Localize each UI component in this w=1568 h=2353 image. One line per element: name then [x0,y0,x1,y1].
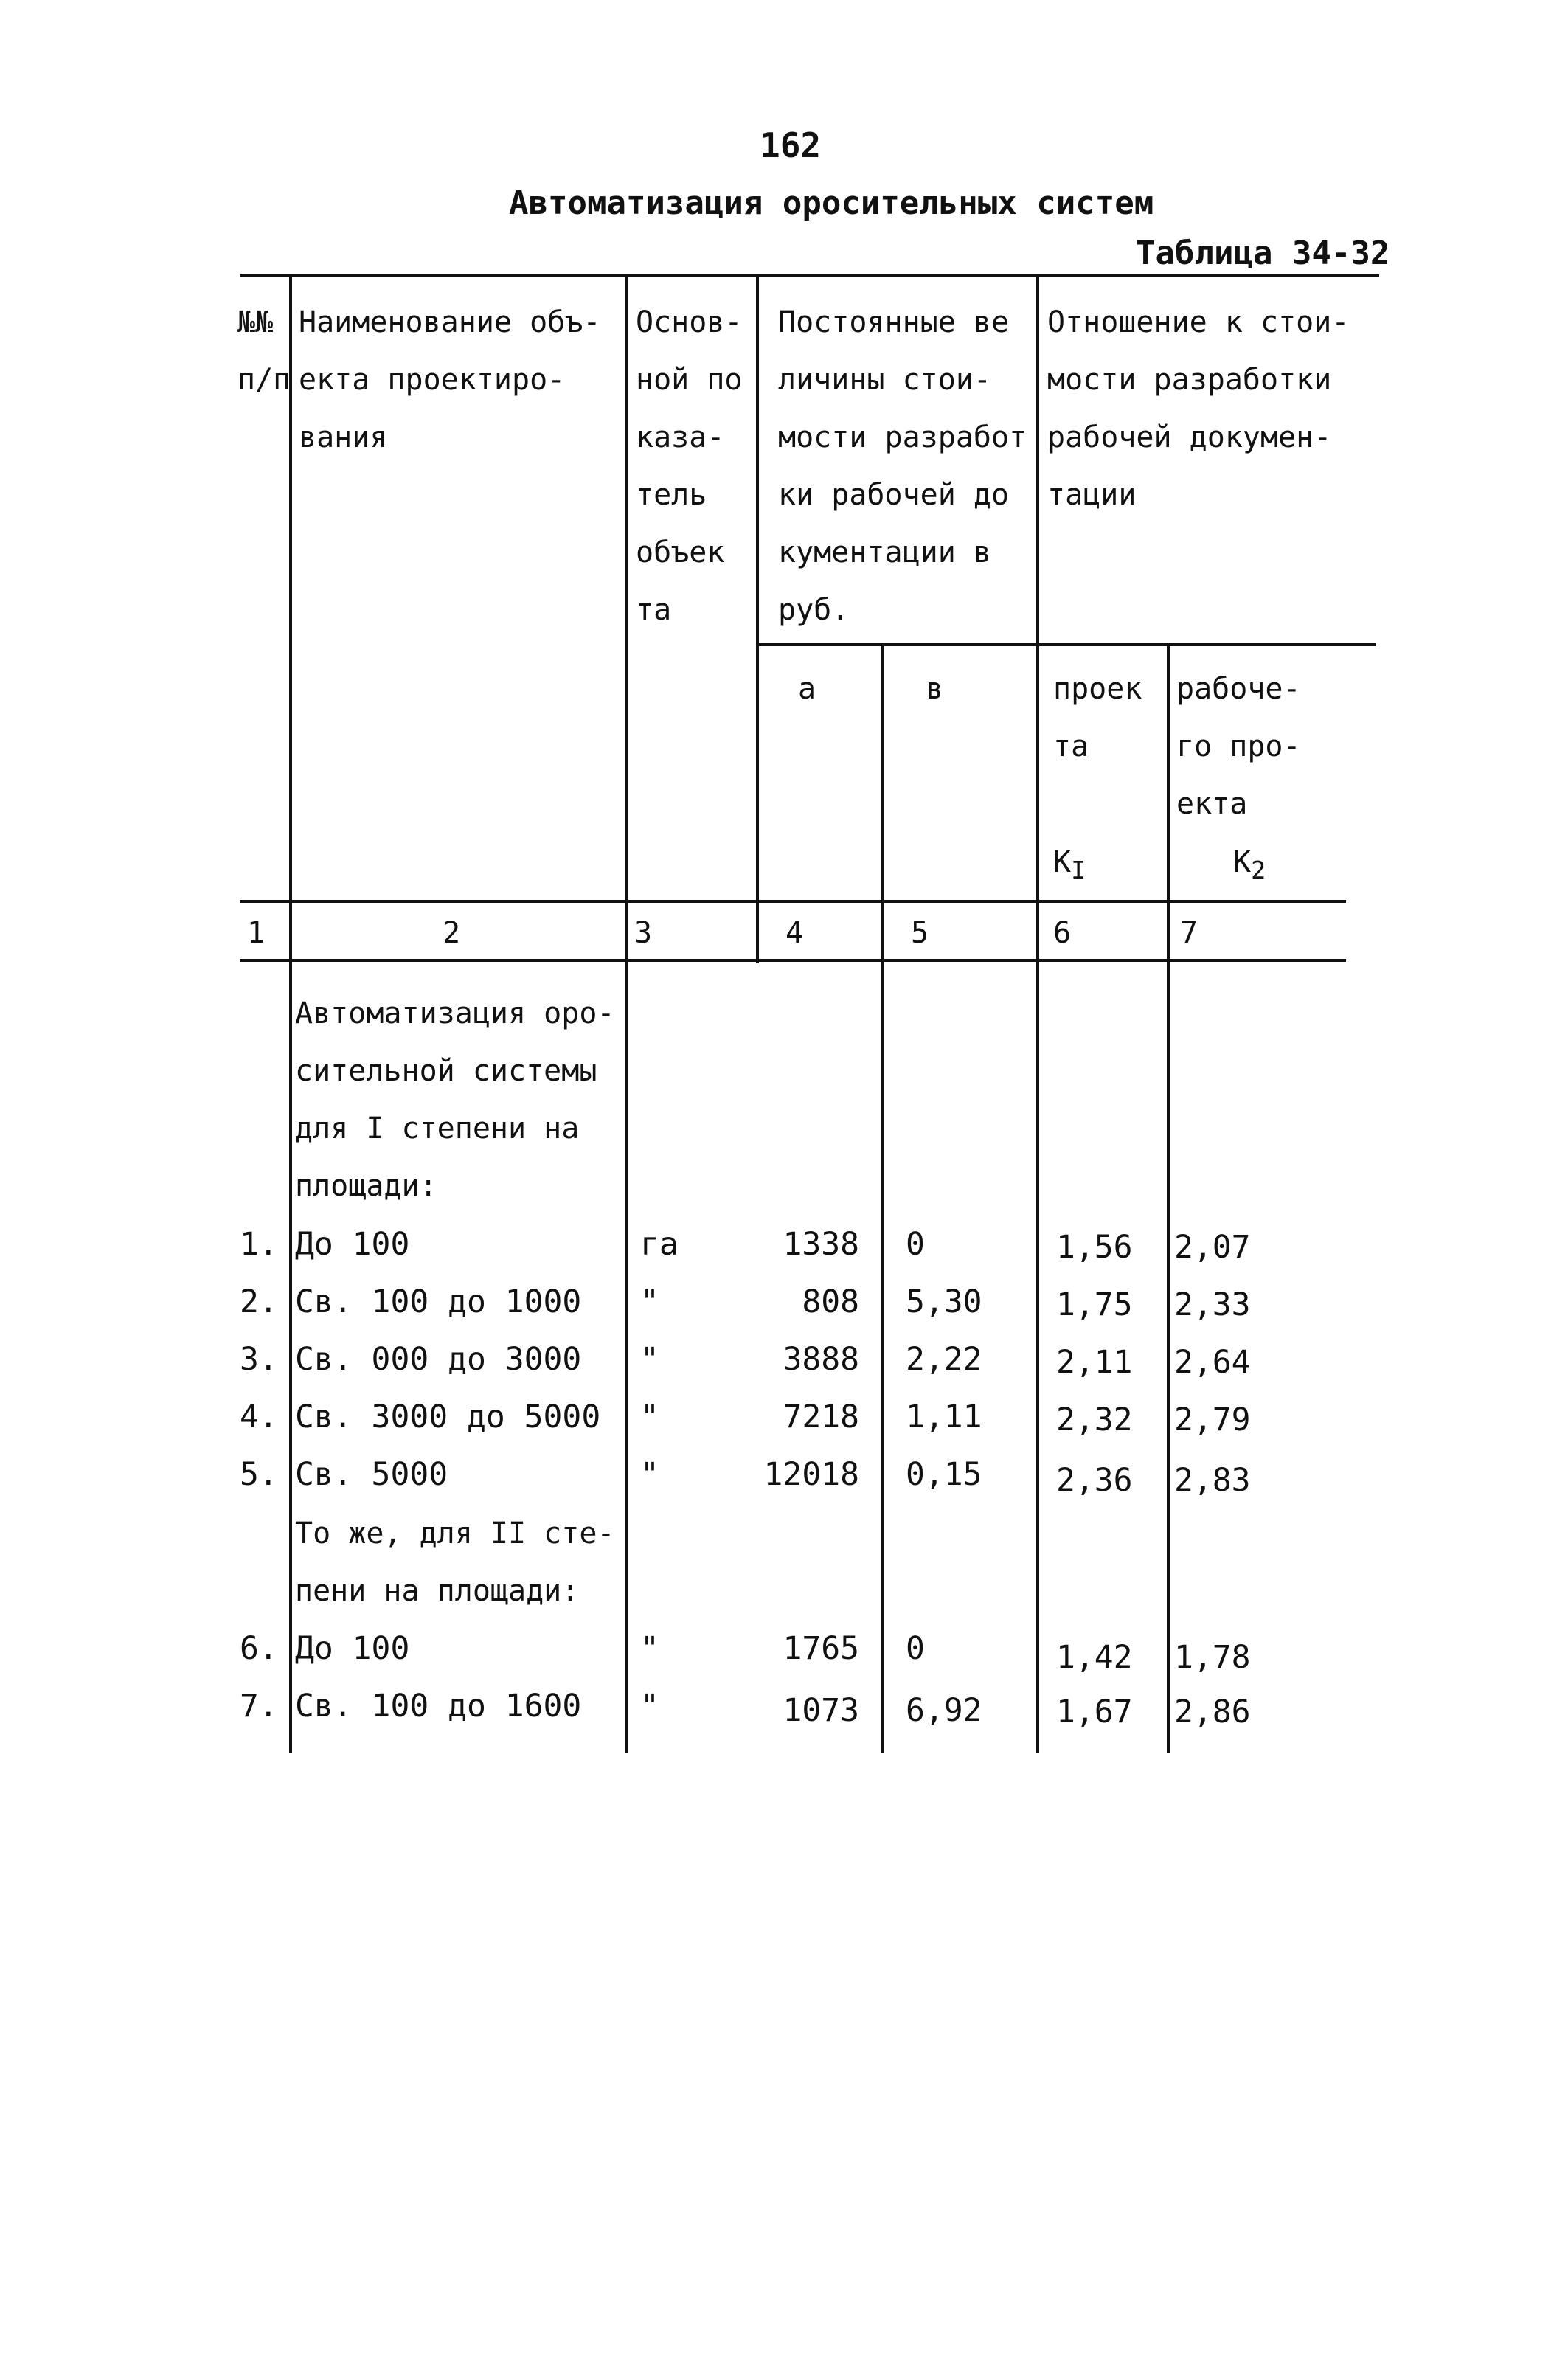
header-col6-k: $К_I$ [1053,845,1086,884]
header-col3: Основ- ной по каза- тель объек та [636,305,743,627]
page-number: 162 [760,125,822,165]
header-col5: в [926,672,944,706]
unit: " [640,1630,659,1667]
value-k2: 2,79 [1174,1401,1251,1438]
value-k2: 2,86 [1174,1694,1251,1730]
object-name: Св. 100 до 1000 [295,1283,582,1320]
value-b: 5,30 [906,1283,982,1320]
value-b: 6,92 [906,1692,982,1729]
value-a: 3888 [783,1341,859,1378]
value-b: 0 [906,1630,925,1667]
value-b: 0 [906,1226,925,1263]
object-name: Св. 000 до 3000 [295,1341,582,1378]
value-a: 7218 [783,1399,859,1435]
header-col2: Наименование объ- екта проектиро- вания [299,305,601,454]
column-number: 5 [911,916,929,950]
header-col7-k: $К_2$ [1233,845,1266,884]
value-a: 12018 [763,1456,859,1493]
row-number: 6. [240,1630,278,1667]
value-k1: 2,11 [1056,1344,1133,1381]
column-number: 2 [443,916,461,950]
value-k2: 2,33 [1174,1286,1251,1323]
row-number: 3. [240,1341,278,1378]
value-b: 2,22 [906,1341,982,1378]
header-col6: проек та [1053,672,1142,763]
object-name: До 100 [295,1630,410,1667]
value-k2: 2,64 [1174,1344,1251,1381]
row-number: 2. [240,1283,278,1320]
header-col1: №№ п/п [237,305,291,397]
value-k1: 1,56 [1056,1229,1133,1266]
unit: " [640,1399,659,1435]
value-a: 1765 [783,1630,859,1667]
row-number: 4. [240,1399,278,1435]
row-number: 7. [240,1688,278,1725]
object-name: Св. 100 до 1600 [295,1688,582,1725]
row-number: 5. [240,1456,278,1493]
value-k2: 1,78 [1174,1639,1251,1676]
column-number: 1 [247,916,266,950]
header-constant-values: Постоянные ве личины стои- мости разработ ки рабочей до кументации в руб. [778,305,1027,627]
column-number: 4 [785,916,804,950]
object-name: До 100 [295,1226,410,1263]
value-b: 0,15 [906,1456,982,1493]
section-heading: То же, для II сте- пени на площади: [295,1517,615,1608]
value-k1: 1,75 [1056,1286,1133,1323]
column-number: 6 [1053,916,1072,950]
value-k1: 2,36 [1056,1462,1133,1499]
value-k2: 2,07 [1174,1229,1251,1266]
value-k1: 2,32 [1056,1401,1133,1438]
document-title: Автоматизация оросительных систем [509,184,1154,222]
value-b: 1,11 [906,1399,982,1435]
unit: " [640,1688,659,1725]
header-ratio: Отношение к стои- мости разработки рабочей докумен- тации [1047,305,1350,512]
column-number: 7 [1180,916,1198,950]
object-name: Св. 3000 до 5000 [295,1399,601,1435]
unit: " [640,1283,659,1320]
section-heading: Автоматизация оро- сительной системы для I степени на площади: [295,997,615,1203]
value-a: 1338 [783,1226,859,1263]
unit: " [640,1341,659,1378]
value-k1: 1,42 [1056,1639,1133,1676]
value-k1: 1,67 [1056,1694,1133,1730]
value-k2: 2,83 [1174,1462,1251,1499]
value-a: 808 [802,1283,859,1320]
unit: га [640,1226,679,1263]
header-col4: а [798,672,816,706]
value-a: 1073 [783,1692,859,1729]
column-number: 3 [634,916,653,950]
object-name: Св. 5000 [295,1456,448,1493]
header-col7: рабоче- го про- екта [1176,672,1301,821]
row-number: 1. [240,1226,278,1263]
table-label: Таблица 34-32 [1136,235,1390,272]
unit: " [640,1456,659,1493]
